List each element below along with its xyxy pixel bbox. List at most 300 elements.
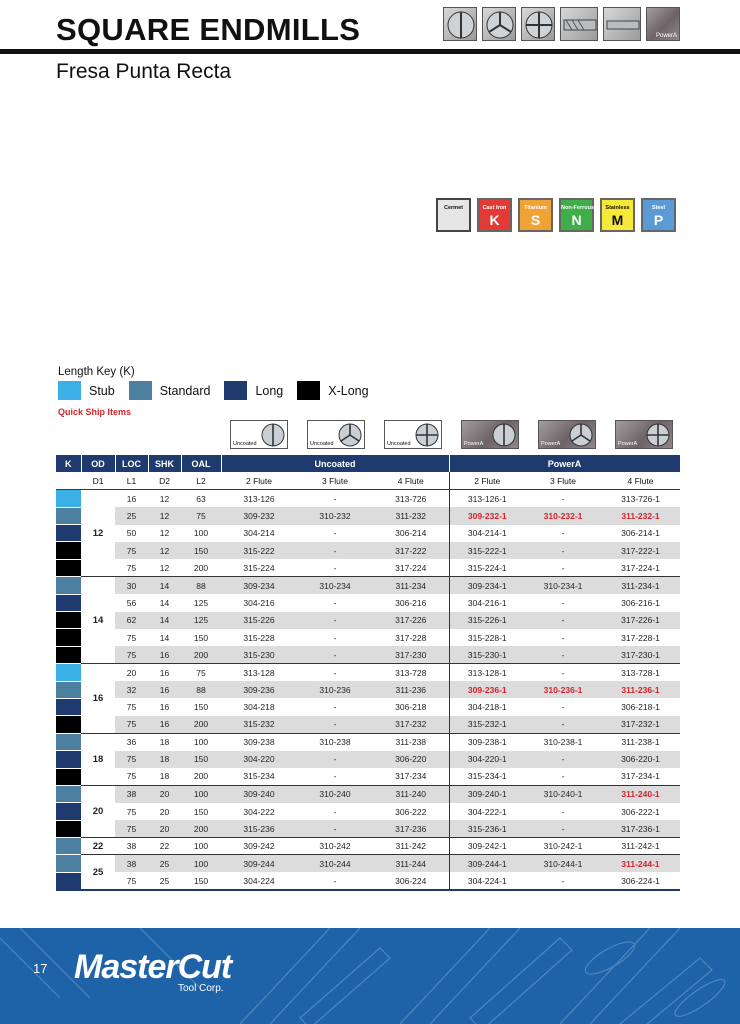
cell-p3: 310-244-1 <box>525 855 601 872</box>
cell-loc: 75 <box>126 875 137 886</box>
cell-shk: 14 <box>148 577 181 594</box>
material-badge-stainless <box>600 198 635 232</box>
length-key-cell <box>56 490 81 507</box>
length-key-swatch <box>129 381 152 400</box>
length-key-cell <box>56 698 81 715</box>
coating-thumb-label: Uncoated <box>387 441 411 447</box>
length-key-cell <box>56 751 81 768</box>
length-key-cell <box>56 646 81 663</box>
cell-p2: 304-220-1 <box>449 751 525 768</box>
cell-shk: 12 <box>148 507 181 524</box>
cell-u2: 309-236 <box>221 681 297 698</box>
table-row <box>56 838 680 855</box>
cell-p2: 304-222-1 <box>449 803 525 820</box>
length-key-cell <box>56 716 81 733</box>
od-cell: 12 <box>81 490 115 577</box>
cell-p4: 317-228-1 <box>621 632 660 643</box>
uncoated-flute-2-thumbnail <box>230 420 288 449</box>
coating-thumb-label: Uncoated <box>233 441 257 447</box>
cell-p3: 310-234-1 <box>525 577 601 594</box>
cell-shk: 20 <box>148 820 181 837</box>
cell-u2: 309-234 <box>221 577 297 594</box>
cell-u4: 306-218 <box>395 702 427 713</box>
cell-p2: 309-236-1 <box>449 681 525 698</box>
tool-geometry-icons <box>443 7 680 41</box>
cell-p4: 311-236-1 <box>601 681 680 698</box>
cell-p2: 309-232-1 <box>449 507 525 524</box>
cell-loc: 38 <box>115 855 148 872</box>
length-key-cell <box>56 803 81 820</box>
material-badge-non-ferrous <box>559 198 594 232</box>
material-name: Non-Ferrous <box>561 205 594 211</box>
cell-p4: 313-726-1 <box>621 493 660 504</box>
length-key-item <box>224 381 283 400</box>
cell-u3: 310-236 <box>297 681 373 698</box>
sub-d1: D1 <box>81 472 115 489</box>
cell-oal: 100 <box>181 785 221 802</box>
cell-loc: 75 <box>126 806 137 817</box>
coating-thumbnails <box>230 420 673 449</box>
cell-loc: 75 <box>115 646 148 663</box>
sub-k <box>56 472 81 489</box>
cell-loc: 62 <box>115 612 148 629</box>
cell-oal: 63 <box>196 493 206 504</box>
length-key-cell <box>56 820 81 837</box>
cell-u4: 311-242 <box>373 838 449 855</box>
cell-oal: 200 <box>193 562 209 573</box>
cell-u2: 304-222 <box>243 806 275 817</box>
footer-banner <box>0 928 740 1024</box>
cell-p2: 315-228-1 <box>449 629 525 646</box>
cell-u2: 315-224 <box>243 562 275 573</box>
cell-u2: 315-228 <box>243 632 275 643</box>
length-key-item <box>297 381 368 400</box>
cell-shk: 12 <box>148 542 181 559</box>
cell-p2: 309-244-1 <box>449 855 525 872</box>
page-subtitle: Fresa Punta Recta <box>56 60 232 83</box>
length-key-cell <box>56 838 81 855</box>
length-key-cell <box>56 594 81 611</box>
cell-p3: - <box>525 664 601 681</box>
cell-p2: 315-224-1 <box>449 559 525 576</box>
cell-oal: 200 <box>193 771 209 782</box>
col-shk: SHK <box>148 455 181 472</box>
cell-u3: - <box>297 612 373 629</box>
cell-p3: - <box>561 493 565 504</box>
cell-oal: 200 <box>181 716 221 733</box>
od-cell: 25 <box>81 855 115 890</box>
cell-shk: 22 <box>148 838 181 855</box>
cell-p3: - <box>561 702 565 713</box>
cell-oal: 100 <box>193 528 209 539</box>
cell-u2: 309-238 <box>221 733 297 750</box>
length-key-cell <box>56 542 81 559</box>
col-powera: PowerA <box>449 455 680 472</box>
powera-flute-2-thumbnail <box>461 420 519 449</box>
length-key-item <box>129 381 211 400</box>
cell-u4: 311-236 <box>373 681 449 698</box>
cell-p2: 304-216-1 <box>449 594 525 611</box>
od-cell: 20 <box>81 785 115 837</box>
cell-u3: - <box>297 716 373 733</box>
cell-p3: - <box>561 771 565 782</box>
cell-p2: 309-238-1 <box>449 733 525 750</box>
cell-loc: 75 <box>126 632 137 643</box>
length-key-cell <box>56 577 81 594</box>
table-row <box>56 577 680 594</box>
od-cell: 16 <box>81 664 115 734</box>
od-cell: 14 <box>81 577 115 664</box>
cell-u4: 317-226 <box>373 612 449 629</box>
quick-ship-note: Quick Ship Items <box>58 407 132 417</box>
table-row <box>56 768 680 785</box>
length-key-swatch <box>224 381 247 400</box>
cell-u2: 315-230 <box>221 646 297 663</box>
cell-p3: - <box>525 820 601 837</box>
table-row <box>56 594 680 611</box>
cell-u4: 311-234 <box>373 577 449 594</box>
cell-oal: 88 <box>181 577 221 594</box>
table-body <box>56 490 680 890</box>
length-key-title: Length Key (K) <box>58 366 135 378</box>
material-iso-letter: M <box>611 212 624 228</box>
cell-u4: 313-728 <box>373 664 449 681</box>
cell-p4: 311-232-1 <box>601 507 680 524</box>
table-header-row <box>56 455 680 472</box>
cell-p4: 306-214-1 <box>621 528 660 539</box>
cell-oal: 200 <box>181 646 221 663</box>
cell-u3: - <box>333 875 337 886</box>
material-iso-letter: P <box>653 212 664 228</box>
cell-u3: 310-232 <box>297 507 373 524</box>
brand-logo-subtitle: Tool Corp. <box>178 983 224 994</box>
cell-p4: 306-222-1 <box>621 806 660 817</box>
cell-p4: 317-222-1 <box>601 542 680 559</box>
cell-loc: 75 <box>115 751 148 768</box>
cell-oal: 150 <box>193 632 209 643</box>
material-iso-letter: N <box>571 212 582 228</box>
cell-loc: 75 <box>126 562 137 573</box>
table-row <box>56 681 680 698</box>
length-key-label: Standard <box>159 383 211 398</box>
cell-p3: 310-242-1 <box>525 838 601 855</box>
cell-oal: 150 <box>193 875 209 886</box>
table-row <box>56 716 680 733</box>
cell-p2: 315-236-1 <box>449 820 525 837</box>
cell-p3: - <box>525 612 601 629</box>
cell-loc: 75 <box>115 820 148 837</box>
cell-u2: 309-244 <box>221 855 297 872</box>
material-name: Titanium <box>524 205 547 211</box>
coating-thumb-label: PowerA <box>464 441 484 447</box>
cell-loc: 75 <box>115 716 148 733</box>
flute-end-view-icon <box>260 422 286 448</box>
cell-u2: 315-236 <box>221 820 297 837</box>
cell-p4: 317-236-1 <box>601 820 680 837</box>
col-oal: OAL <box>181 455 221 472</box>
cell-oal: 100 <box>181 838 221 855</box>
cell-shk: 16 <box>148 716 181 733</box>
cell-u4: 317-234 <box>395 771 427 782</box>
table-row <box>56 820 680 837</box>
endmill-side-view-icon <box>560 7 598 41</box>
cell-shk: 16 <box>148 681 181 698</box>
powera-flute-4-thumbnail <box>615 420 673 449</box>
cell-u3: 310-240 <box>297 785 373 802</box>
cell-u2: 304-220 <box>221 751 297 768</box>
table-row <box>56 629 680 646</box>
table-row <box>56 542 680 559</box>
cell-u3: 310-242 <box>297 838 373 855</box>
length-key-label: Stub <box>89 383 115 398</box>
coating-thumb-label: Uncoated <box>310 441 334 447</box>
cell-u3: - <box>297 751 373 768</box>
cell-u3: 310-244 <box>297 855 373 872</box>
sub-powera-3-flute: 3 Flute <box>525 472 601 489</box>
cell-shk: 20 <box>148 785 181 802</box>
flute-end-view-icon <box>337 422 363 448</box>
table-row <box>56 698 680 715</box>
material-badge-steel <box>641 198 676 232</box>
cell-p4: 311-234-1 <box>601 577 680 594</box>
cell-p4: 311-238-1 <box>601 733 680 750</box>
table-row <box>56 664 680 681</box>
cell-oal: 125 <box>193 597 209 608</box>
cell-p3: - <box>561 875 565 886</box>
cell-u3: - <box>333 597 337 608</box>
cell-u4: 317-224 <box>395 562 427 573</box>
table-row <box>56 751 680 768</box>
cell-loc: 75 <box>126 702 137 713</box>
cell-oal: 150 <box>193 806 209 817</box>
cell-oal: 88 <box>181 681 221 698</box>
cell-u2: 315-234 <box>243 771 275 782</box>
length-key-cell <box>56 525 81 542</box>
table-row <box>56 803 680 820</box>
cell-loc: 20 <box>115 664 148 681</box>
cell-shk: 12 <box>159 493 170 504</box>
od-cell: 22 <box>81 838 115 855</box>
cell-shk: 16 <box>159 702 170 713</box>
cell-u3: - <box>297 542 373 559</box>
col-k: K <box>56 455 81 472</box>
cell-p3: 310-238-1 <box>525 733 601 750</box>
material-badge-titanium <box>518 198 553 232</box>
length-key-swatch <box>58 381 81 400</box>
cell-shk: 16 <box>148 646 181 663</box>
cell-p3: - <box>525 646 601 663</box>
cell-u4: 317-236 <box>373 820 449 837</box>
cell-u2: 309-242 <box>221 838 297 855</box>
length-key-cell <box>56 733 81 750</box>
cell-p3: - <box>561 562 565 573</box>
cell-loc: 75 <box>115 542 148 559</box>
cell-u2: 315-222 <box>221 542 297 559</box>
length-key-label: Long <box>255 383 284 398</box>
cell-u4: 317-222 <box>373 542 449 559</box>
cell-p4: 306-220-1 <box>601 751 680 768</box>
cell-p2: 304-224-1 <box>449 872 525 889</box>
endmill-shank-view-icon <box>603 7 641 41</box>
cell-p3: 310-232-1 <box>525 507 601 524</box>
cell-p2: 315-232-1 <box>449 716 525 733</box>
material-name: Cermet <box>444 205 463 211</box>
length-key-cell <box>56 681 81 698</box>
cell-shk: 14 <box>159 632 170 643</box>
cell-p2: 309-234-1 <box>449 577 525 594</box>
cell-u3: - <box>333 632 337 643</box>
table-row <box>56 490 680 507</box>
cell-loc: 32 <box>115 681 148 698</box>
material-badge-cast-iron <box>477 198 512 232</box>
cell-u4: 317-228 <box>395 632 427 643</box>
cell-oal: 150 <box>193 702 209 713</box>
coating-thumb-label: PowerA <box>618 441 638 447</box>
cell-shk: 18 <box>159 771 170 782</box>
flute-end-view-icon <box>568 422 594 448</box>
length-key-legend <box>58 381 383 400</box>
sub-l2: L2 <box>181 472 221 489</box>
cell-p3: - <box>525 716 601 733</box>
cell-loc: 56 <box>126 597 137 608</box>
table-row <box>56 612 680 629</box>
cell-p2: 304-218-1 <box>449 698 525 715</box>
table-row <box>56 646 680 663</box>
material-name: Steel <box>651 205 666 211</box>
cell-loc: 75 <box>126 771 137 782</box>
cell-oal: 75 <box>181 507 221 524</box>
three-flute-end-view-icon <box>482 7 516 41</box>
powera-coating-swatch <box>646 7 680 41</box>
length-key-cell <box>56 612 81 629</box>
cell-u2: 304-214 <box>243 528 275 539</box>
table-row <box>56 559 680 576</box>
cell-loc: 30 <box>115 577 148 594</box>
length-key-cell <box>56 872 81 889</box>
cell-p2: 309-240-1 <box>449 785 525 802</box>
cell-shk: 14 <box>148 612 181 629</box>
cell-oal: 125 <box>181 612 221 629</box>
col-uncoated: Uncoated <box>221 455 449 472</box>
flute-end-view-icon <box>491 422 517 448</box>
cell-p3: - <box>561 597 565 608</box>
cell-u4: 306-214 <box>395 528 427 539</box>
table-row <box>56 507 680 524</box>
cell-oal: 100 <box>181 855 221 872</box>
title-divider <box>0 49 740 54</box>
material-name: Cast Iron <box>482 205 507 211</box>
cell-u3: - <box>333 702 337 713</box>
cell-u3: 310-238 <box>297 733 373 750</box>
cell-p3: - <box>525 751 601 768</box>
cell-u2: 313-128 <box>221 664 297 681</box>
cell-u4: 313-726 <box>395 493 427 504</box>
length-key-swatch <box>297 381 320 400</box>
cell-shk: 12 <box>159 528 170 539</box>
cell-p3: 310-236-1 <box>525 681 601 698</box>
length-key-item <box>58 381 115 400</box>
cell-u2: 313-126 <box>243 493 275 504</box>
cell-u3: - <box>333 562 337 573</box>
table-row <box>56 872 680 889</box>
brand-logo: MasterCut <box>74 948 232 986</box>
length-key-cell <box>56 785 81 802</box>
col-od: OD <box>81 455 115 472</box>
cell-p3: - <box>561 806 565 817</box>
cell-u3: - <box>333 806 337 817</box>
cell-u4: 311-232 <box>373 507 449 524</box>
spec-table <box>56 455 681 891</box>
cell-p3: 310-240-1 <box>525 785 601 802</box>
cell-p4: 317-230-1 <box>601 646 680 663</box>
powera-flute-3-thumbnail <box>538 420 596 449</box>
table-row <box>56 525 680 542</box>
cell-p4: 306-218-1 <box>621 702 660 713</box>
length-key-label: X-Long <box>328 383 369 398</box>
cell-loc: 38 <box>115 785 148 802</box>
uncoated-flute-3-thumbnail <box>307 420 365 449</box>
length-key-cell <box>56 629 81 646</box>
cell-shk: 18 <box>148 751 181 768</box>
cell-shk: 14 <box>159 597 170 608</box>
cell-u3: - <box>333 771 337 782</box>
cell-loc: 50 <box>126 528 137 539</box>
cell-p4: 306-224-1 <box>621 875 660 886</box>
flute-end-view-icon <box>645 422 671 448</box>
material-iso-letter: K <box>489 212 500 228</box>
sub-d2: D2 <box>148 472 181 489</box>
coating-thumb-label: PowerA <box>541 441 561 447</box>
length-key-cell <box>56 664 81 681</box>
page-number: 17 <box>33 961 48 976</box>
cell-u4: 311-244 <box>373 855 449 872</box>
cell-p2: 309-242-1 <box>449 838 525 855</box>
sub-uncoated-2-flute: 2 Flute <box>221 472 297 489</box>
length-key-cell <box>56 559 81 576</box>
cell-p2: 315-230-1 <box>449 646 525 663</box>
cell-p4: 317-226-1 <box>601 612 680 629</box>
cell-u2: 304-218 <box>243 702 275 713</box>
material-name: Stainless <box>605 205 630 211</box>
cell-u3: 310-234 <box>297 577 373 594</box>
table-row <box>56 855 680 872</box>
cell-shk: 25 <box>159 875 170 886</box>
cell-p2: 304-214-1 <box>449 525 525 542</box>
cell-u3: - <box>333 493 337 504</box>
sub-powera-4-flute: 4 Flute <box>601 472 680 489</box>
cell-u2: 304-216 <box>243 597 275 608</box>
cell-shk: 25 <box>148 855 181 872</box>
length-key-cell <box>56 768 81 785</box>
cell-u4: 311-238 <box>373 733 449 750</box>
cell-shk: 20 <box>159 806 170 817</box>
cell-u2: 304-224 <box>243 875 275 886</box>
cell-p4: 313-728-1 <box>601 664 680 681</box>
cell-u2: 309-232 <box>221 507 297 524</box>
cell-shk: 18 <box>148 733 181 750</box>
table-subheader-row <box>56 472 680 489</box>
cell-p4: 317-234-1 <box>621 771 660 782</box>
sub-powera-2-flute: 2 Flute <box>449 472 525 489</box>
cell-p4: 317-232-1 <box>601 716 680 733</box>
col-loc: LOC <box>115 455 148 472</box>
cell-p2: 313-126-1 <box>449 490 525 507</box>
cell-u4: 317-232 <box>373 716 449 733</box>
cell-p4: 317-224-1 <box>621 562 660 573</box>
cell-p2: 315-222-1 <box>449 542 525 559</box>
cell-p2: 315-234-1 <box>449 768 525 785</box>
od-cell: 18 <box>81 733 115 785</box>
